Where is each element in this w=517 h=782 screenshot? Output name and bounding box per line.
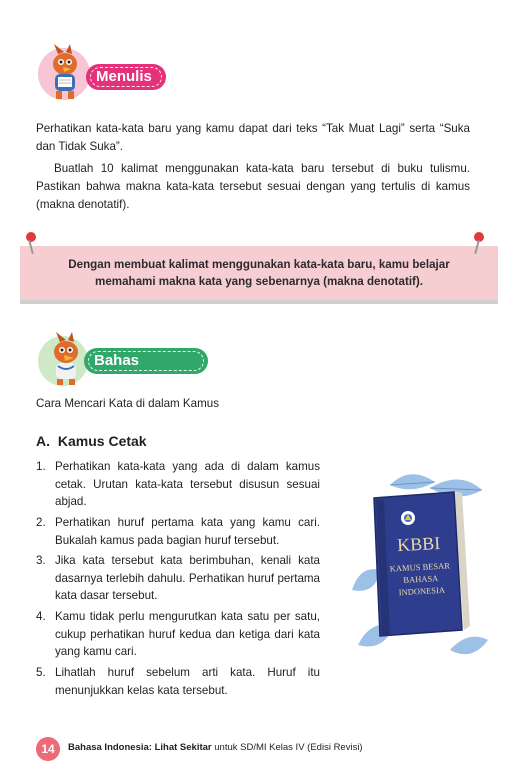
- list-item-text: Lihatlah huruf sebelum arti kata. Huruf itu menunjukkan kelas kata tersebut.: [55, 666, 320, 697]
- kbbi-book-illustration: [350, 470, 490, 670]
- menulis-header: [38, 44, 168, 104]
- section-heading: [36, 433, 147, 449]
- bird-mascot-talking-icon: [44, 332, 88, 386]
- book-subtitle-line-2: BAHASA: [403, 573, 439, 585]
- list-item-text: Jika kata tersebut kata berimbuhan, kenali kata dasarnya terlebih dahulu. Perhatikan huruf pertama kata dasar tersebut.: [55, 554, 320, 602]
- book-title: KBBI: [396, 532, 441, 556]
- list-item-number: 2.: [36, 516, 46, 529]
- footer-edition: untuk SD/MI Kelas IV (Edisi Revisi): [211, 742, 363, 753]
- list-item: [36, 458, 320, 511]
- page-number: 14: [36, 737, 60, 761]
- list-item-number: 5.: [36, 666, 46, 679]
- list-item-text: Perhatikan huruf pertama kata yang kamu cari. Bukalah kamus pada bagian huruf tersebut.: [55, 516, 320, 547]
- book-subtitle-line-1: KAMUS BESAR: [389, 560, 451, 574]
- menulis-paragraph-1: Perhatikan kata-kata baru yang kamu dapat dari teks “Tak Muat Lagi” serta “Suka dan Tidak Suka”.: [36, 122, 470, 153]
- list-item-number: 3.: [36, 554, 46, 567]
- menulis-label: Menulis: [86, 64, 166, 90]
- callout-text: Dengan membuat kalimat menggunakan kata-kata baru, kamu belajar memahami makna kata yang sebenarnya (makna denotatif).: [68, 258, 450, 288]
- list-item: [36, 664, 320, 699]
- list-item: [36, 552, 320, 605]
- bahas-bahasa-intro: Cara Mencari Kata di dalam Kamus: [36, 397, 220, 410]
- footer-text: [68, 742, 363, 753]
- footer-book-title: Bahasa Indonesia: Lihat Sekitar: [68, 742, 212, 753]
- list-item-number: 1.: [36, 460, 46, 473]
- section-title: Kamus Cetak: [57, 433, 147, 449]
- list-item: [36, 514, 320, 549]
- bahas-bahasa-header: [38, 332, 213, 395]
- menulis-paragraph-2: Buatlah 10 kalimat menggunakan kata-kata baru tersebut di buku tulismu. Pastikan bahwa makna kata-kata tersebut sesuai dengan yang tertulis di kamus (makna denotatif).: [36, 162, 470, 211]
- bird-mascot-icon: [44, 44, 88, 102]
- callout-box: [20, 246, 498, 300]
- bahas-bahasa-label: Bahas Bahasa: [84, 348, 208, 374]
- list-item-number: 4.: [36, 610, 46, 623]
- book-subtitle-line-3: INDONESIA: [398, 584, 446, 598]
- list-item-text: Kamu tidak perlu mengurutkan kata satu per satu, cukup perhatikan huruf kedua dan ketiga dari kata yang kamu cari.: [55, 610, 320, 658]
- section-number: A.: [36, 433, 50, 449]
- list-item: [36, 608, 320, 661]
- list-item-text: Perhatikan kata-kata yang ada di dalam kamus cetak. Urutan kata-kata tersebut disusun sesuai abjad.: [55, 460, 320, 508]
